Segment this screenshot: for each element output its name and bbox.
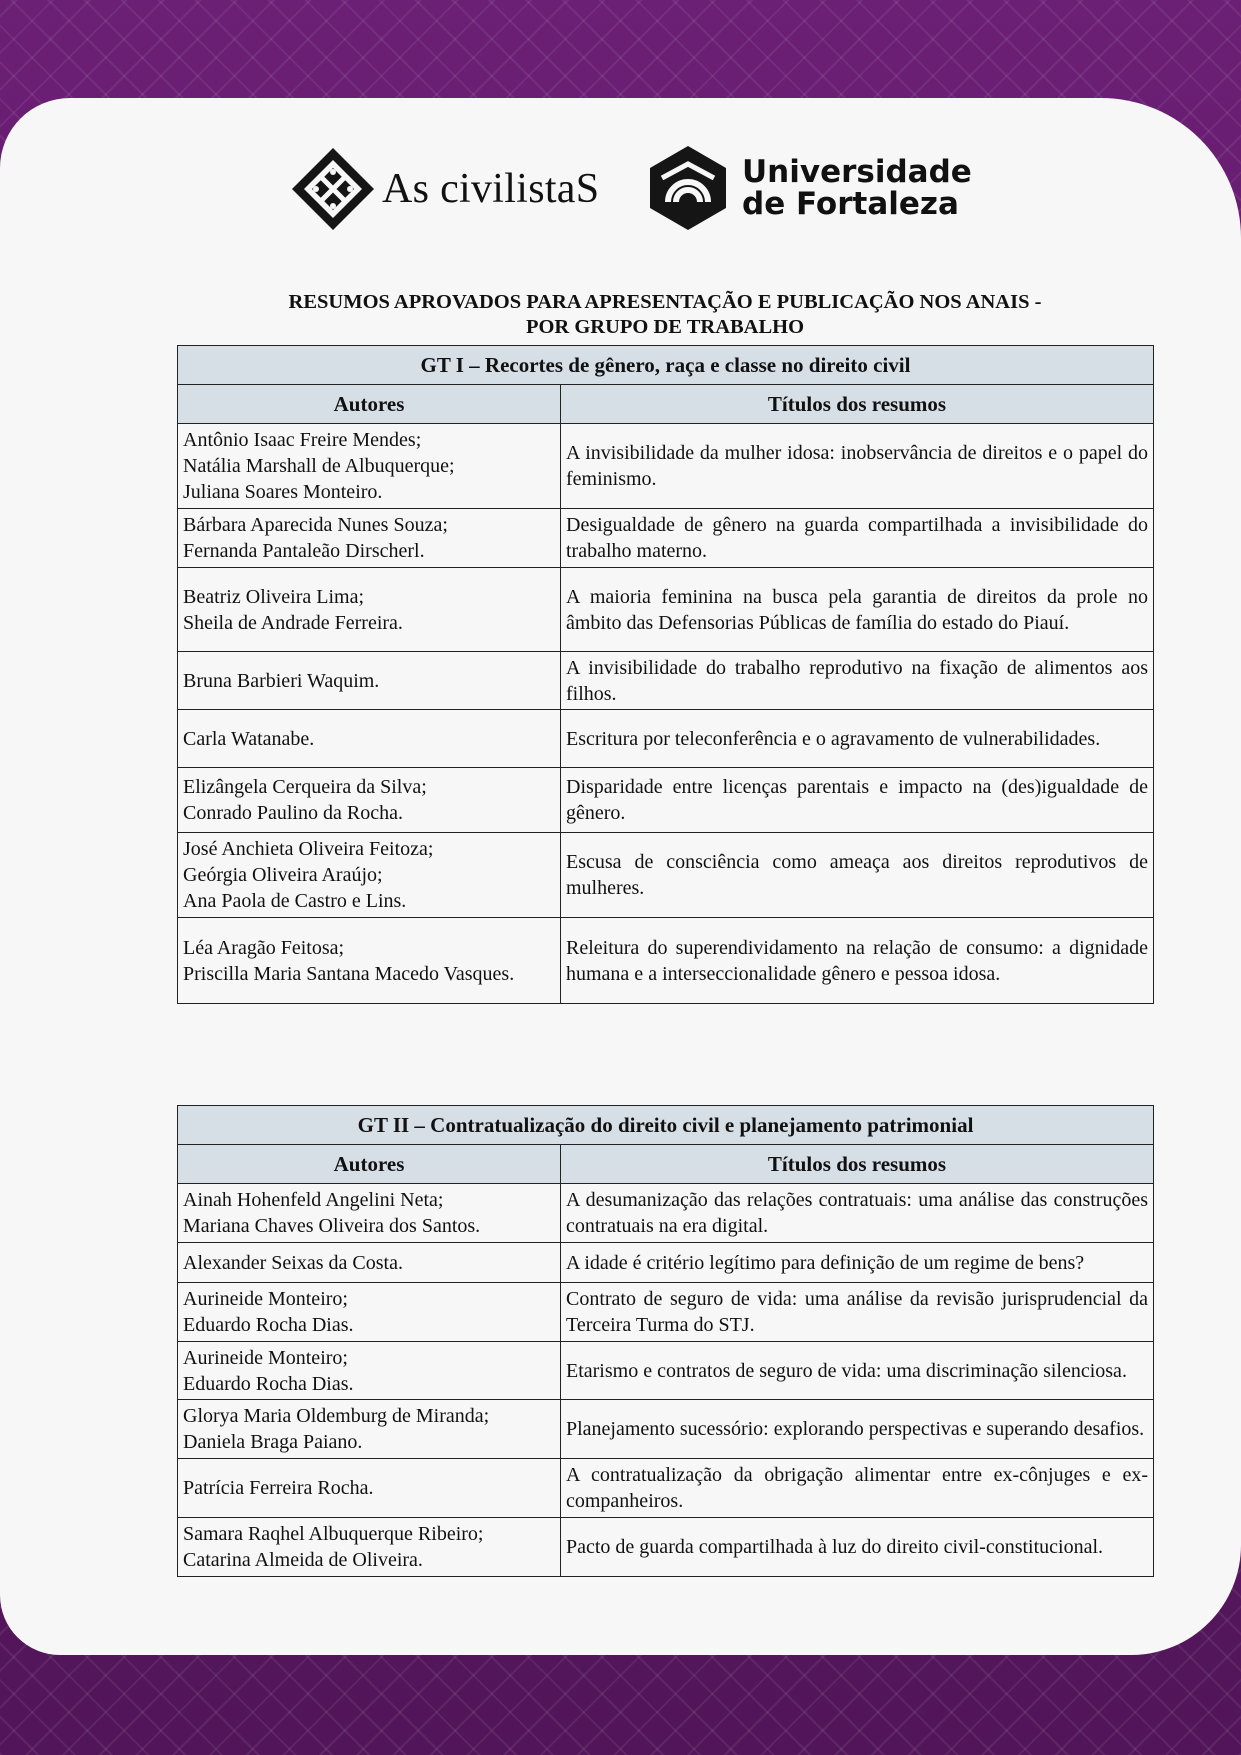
authors-cell (178, 1243, 561, 1283)
author-name: Samara Raqhel Albuquerque Ribeiro; (183, 1523, 484, 1545)
author-name: Mariana Chaves Oliveira dos Santos. (183, 1215, 481, 1237)
university-name-line2: de Fortaleza (742, 186, 959, 222)
author-name: Léa Aragão Feitosa; (183, 936, 345, 959)
authors-cell (178, 509, 561, 568)
abstract-title-cell: Desigualdade de gênero na guarda compartilhada a invisibilidade do trabalho materno. (561, 509, 1154, 568)
abstract-title-cell: A desumanização das relações contratuais: uma análise das construções contratuais na era digital. (561, 1184, 1154, 1243)
table-row (178, 424, 1154, 509)
abstract-title-cell: Planejamento sucessório: explorando perspectivas e superando desafios. (561, 1400, 1154, 1459)
gt2-col-authors: Autores (178, 1145, 561, 1184)
abstract-title-cell: A invisibilidade da mulher idosa: inobservância de direitos e o papel do feminismo. (561, 424, 1154, 509)
table-row (178, 1342, 1154, 1400)
author-name: José Anchieta Oliveira Feitoza; (183, 838, 434, 860)
table-row (178, 1243, 1154, 1283)
authors-cell (178, 710, 561, 768)
unifor-logo (648, 144, 972, 232)
author-name: Juliana Soares Monteiro. (183, 481, 383, 503)
university-name-line1: Universidade (742, 154, 972, 190)
table-row (178, 652, 1154, 710)
table-row (178, 833, 1154, 918)
table-row (178, 1184, 1154, 1243)
author-name: Beatriz Oliveira Lima; (183, 585, 365, 608)
author-name: Catarina Almeida de Oliveira. (183, 1549, 423, 1571)
author-name: Bruna Barbieri Waquim. (183, 669, 380, 692)
civilistas-name: As civilistaS (382, 166, 600, 212)
abstract-title-cell: Escusa de consciência como ameaça aos direitos reprodutivos de mulheres. (561, 833, 1154, 918)
civilistas-diamond-icon (290, 146, 376, 232)
table-row (178, 509, 1154, 568)
author-name: Patrícia Ferreira Rocha. (183, 1477, 374, 1499)
authors-cell (178, 768, 561, 833)
abstract-title-cell: A maioria feminina na busca pela garantia de direitos da prole no âmbito das Defensorias Públicas de família do estado do Piauí. (561, 568, 1154, 652)
authors-cell (178, 568, 561, 652)
logo-bar (0, 140, 1241, 240)
gt1-col-titles: Títulos dos resumos (561, 385, 1154, 424)
author-name: Ana Paola de Castro e Lins. (183, 890, 407, 912)
gt1-title: GT I – Recortes de gênero, raça e classe no direito civil (178, 346, 1154, 385)
abstract-title-cell: A contratualização da obrigação alimentar entre ex-cônjuges e ex-companheiros. (561, 1459, 1154, 1518)
author-name: Daniela Braga Paiano. (183, 1431, 363, 1453)
table-row (178, 1459, 1154, 1518)
gt2-col-titles: Títulos dos resumos (561, 1145, 1154, 1184)
abstract-title-cell: Contrato de seguro de vida: uma análise da revisão jurisprudencial da Terceira Turma do STJ. (561, 1283, 1154, 1342)
author-name: Eduardo Rocha Dias. (183, 1372, 354, 1395)
author-name: Conrado Paulino da Rocha. (183, 802, 403, 824)
author-name: Aurineide Monteiro; (183, 1288, 348, 1310)
abstract-title-cell: Releitura do superendividamento na relação de consumo: a dignidade humana e a interseccionalidade gênero e pessoa idosa. (561, 918, 1154, 1004)
abstract-title-cell: Disparidade entre licenças parentais e impacto na (des)igualdade de gênero. (561, 768, 1154, 833)
page-heading (175, 290, 1155, 340)
table-row (178, 1518, 1154, 1577)
authors-cell (178, 652, 561, 710)
author-name: Bárbara Aparecida Nunes Souza; (183, 514, 448, 536)
table-row (178, 1400, 1154, 1459)
table-row (178, 568, 1154, 652)
authors-cell (178, 1342, 561, 1400)
authors-cell (178, 1184, 561, 1243)
abstract-title-cell: Escritura por teleconferência e o agravamento de vulnerabilidades. (561, 710, 1154, 768)
author-name: Eduardo Rocha Dias. (183, 1314, 354, 1336)
author-name: Antônio Isaac Freire Mendes; (183, 429, 422, 451)
author-name: Natália Marshall de Albuquerque; (183, 455, 455, 477)
gt1-col-authors: Autores (178, 385, 561, 424)
gt2-table (177, 1105, 1154, 1577)
heading-line2: POR GRUPO DE TRABALHO (525, 316, 805, 338)
unifor-emblem-icon (648, 144, 728, 232)
author-name: Carla Watanabe. (183, 727, 315, 750)
authors-cell (178, 1518, 561, 1577)
author-name: Elizângela Cerqueira da Silva; (183, 776, 427, 798)
gt2-title: GT II – Contratualização do direito civil e planejamento patrimonial (178, 1106, 1154, 1145)
table-row (178, 710, 1154, 768)
authors-cell (178, 833, 561, 918)
author-name: Priscilla Maria Santana Macedo Vasques. (183, 962, 515, 985)
author-name: Fernanda Pantaleão Dirscherl. (183, 540, 425, 562)
table-row (178, 768, 1154, 833)
heading-line1: RESUMOS APROVADOS PARA APRESENTAÇÃO E PUBLICAÇÃO NOS ANAIS - (288, 291, 1042, 313)
author-name: Sheila de Andrade Ferreira. (183, 611, 403, 634)
gt1-table (177, 345, 1154, 1004)
author-name: Ainah Hohenfeld Angelini Neta; (183, 1189, 444, 1211)
abstract-title-cell: Pacto de guarda compartilhada à luz do direito civil-constitucional. (561, 1518, 1154, 1577)
table-row (178, 918, 1154, 1004)
authors-cell (178, 918, 561, 1004)
author-name: Aurineide Monteiro; (183, 1346, 348, 1369)
abstract-title-cell: A invisibilidade do trabalho reprodutivo na fixação de alimentos aos filhos. (561, 652, 1154, 710)
table-row (178, 1283, 1154, 1342)
authors-cell (178, 1459, 561, 1518)
authors-cell (178, 1283, 561, 1342)
author-name: Alexander Seixas da Costa. (183, 1251, 403, 1274)
author-name: Geórgia Oliveira Araújo; (183, 864, 383, 886)
civilistas-logo (290, 146, 599, 232)
abstract-title-cell: A idade é critério legítimo para definição de um regime de bens? (561, 1243, 1154, 1283)
abstract-title-cell: Etarismo e contratos de seguro de vida: uma discriminação silenciosa. (561, 1342, 1154, 1400)
authors-cell (178, 424, 561, 509)
author-name: Glorya Maria Oldemburg de Miranda; (183, 1405, 490, 1427)
authors-cell (178, 1400, 561, 1459)
